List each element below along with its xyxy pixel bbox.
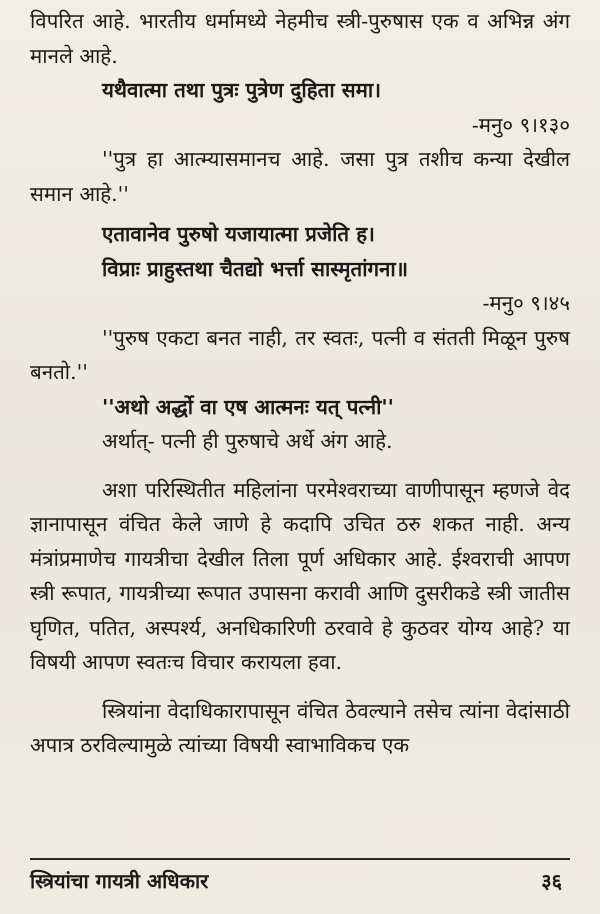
running-title: स्त्रियांचा गायत्री अधिकार xyxy=(30,869,209,893)
footer-divider xyxy=(30,858,570,860)
verse-translation-2: ''पुरुष एकटा बनत नाही, तर स्वतः, पत्नी व संतती मिळून पुरुष बनतो.'' xyxy=(30,325,570,384)
sanskrit-verse-2-line-1: एतावानेव पुरुषो यजायात्मा प्रजेति ह। xyxy=(102,222,375,246)
spacer xyxy=(30,459,570,473)
spacer xyxy=(30,680,570,694)
quote-meaning-3: अर्थात्- पत्नी ही पुरुषाचे अर्धे अंग आहे. xyxy=(102,429,393,453)
verse-reference-1: -मनु० ९।१३० xyxy=(471,112,570,137)
paragraph-intro: विपरित आहे. भारतीय धर्मामध्ये नेहमीच स्त्री-पुरुषास एक व अभिन्न अंग मानले आहे. xyxy=(30,9,570,68)
paragraph-continued: स्त्रियांना वेदाधिकारापासून वंचित ठेवल्याने तसेच त्यांना वेदांसाठी अपात्र ठरविल्यामुळे त्यांच्या विषयी स्वाभाविकच एक xyxy=(30,698,570,757)
page-number: ३६ xyxy=(541,869,562,893)
page-footer xyxy=(30,864,570,898)
verse-reference-2: -मनु० ९।४५ xyxy=(482,291,570,315)
page-body xyxy=(30,4,570,763)
sanskrit-quote-3: ''अथो अर्द्धो वा एष आत्मनः यत् पत्नी'' xyxy=(102,394,394,419)
verse-translation-1: ''पुत्र हा आत्म्यासमानच आहे. जसा पुत्र तशीच कन्या देखील समान आहे.'' xyxy=(30,147,570,206)
paragraph-main: अशा परिस्थितीत महिलांना परमेश्वराच्या वाणीपासून म्हणजे वेद ज्ञानापासून वंचित केले जाणे हे कदापि उचित ठरु शकत नाही. अन्य मंत्रांप्रमाणेच गायत्रीचा देखील तिला पूर्ण अधिकार आहे. ईश्वराची आपण स्त्री रूपात, गायत्रीच्या रूपात उपासना करावी आणि दुसरीकडे स्त्री जातीस घृणित, पतित, अस्पर्श्य, अनधिकारिणी ठरवावे हे कुठवर योग्य आहे? या विषयी आपण स्वतःच विचार करायला हवा. xyxy=(30,477,570,674)
sanskrit-verse-1: यथैवात्मा तथा पुत्रः पुत्रेण दुहिता समा। xyxy=(102,78,381,102)
sanskrit-verse-2-line-2: विप्राः प्राहुस्तथा चैतद्यो भर्त्ता सास्मृतांगना॥ xyxy=(102,256,409,281)
